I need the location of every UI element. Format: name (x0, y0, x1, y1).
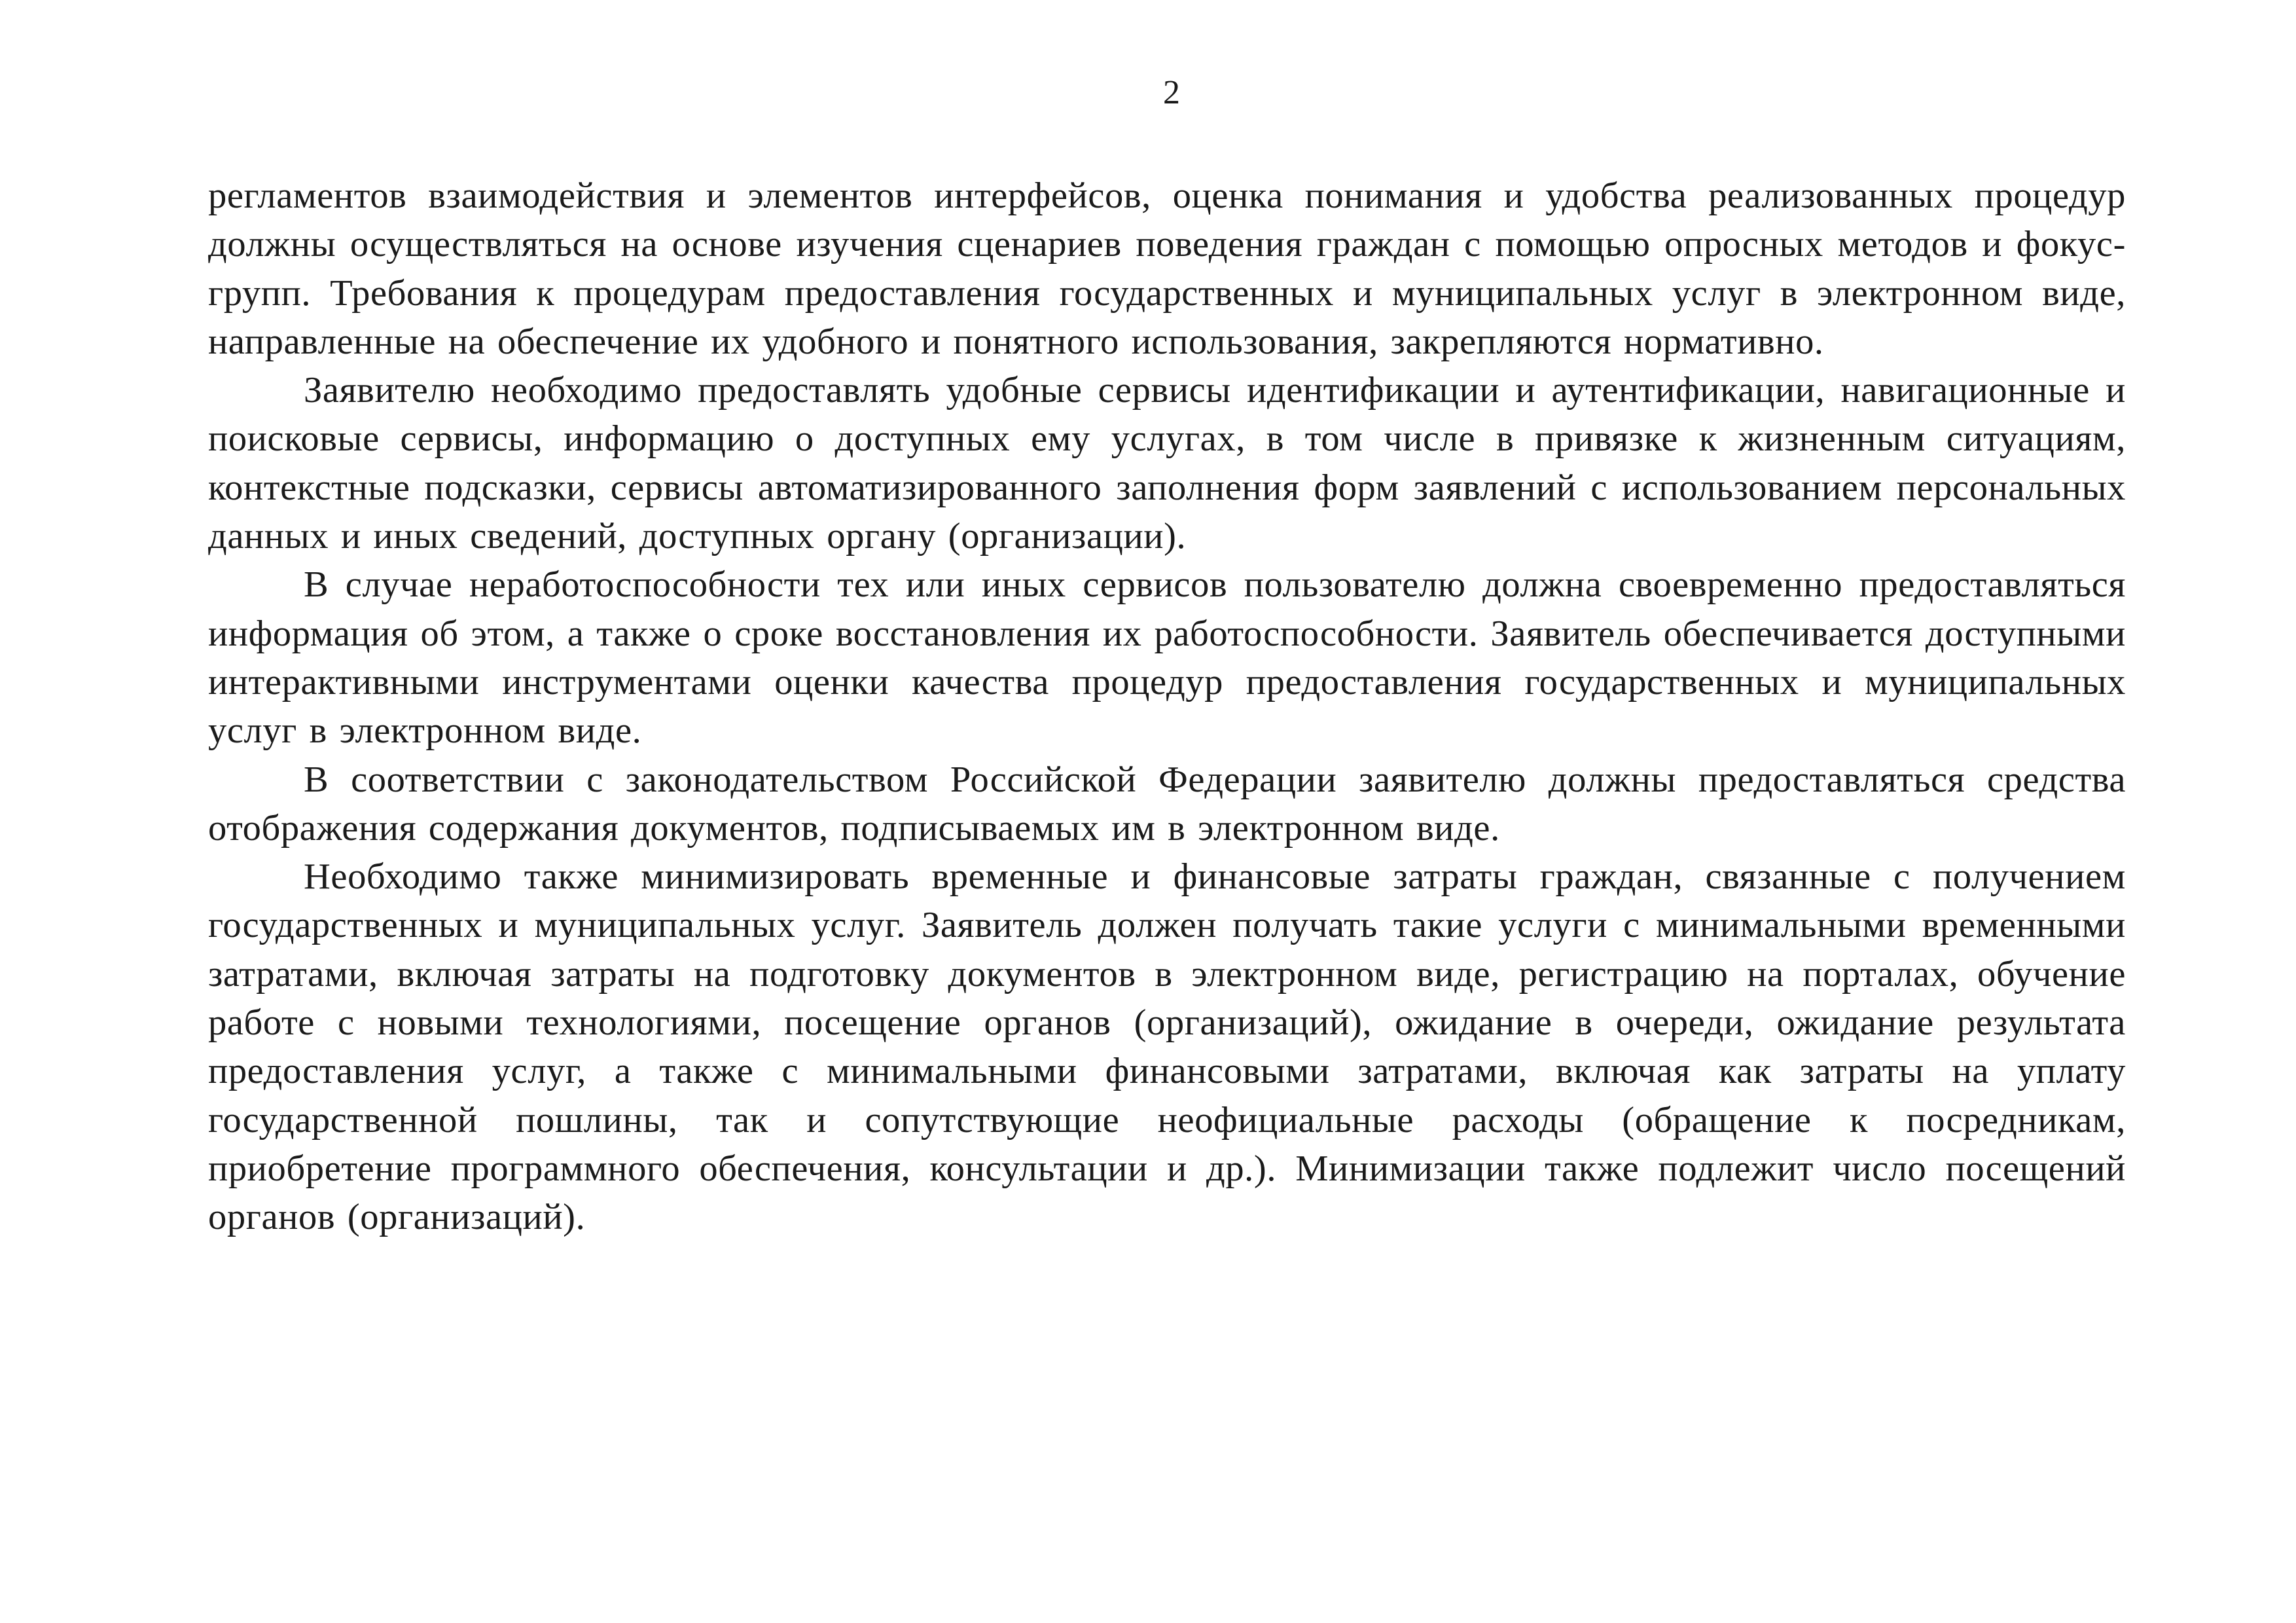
paragraph-document-display: В соответствии с законодательством Российской Федерации заявителю должны предоставляться средства отображения содержания документов, подписываемых им в электронном виде. (208, 759, 2126, 848)
page-number: 2 (1163, 74, 1180, 111)
paragraph-continuation: регламентов взаимодействия и элементов интерфейсов, оценка понимания и удобства реализованных процедур должны осуществляться на основе изучения сценариев поведения граждан с помощью опросных методов и фокус-групп. Требования к процедурам предоставления государственных и муниципальных услуг в электронном виде, направленные на обеспечение их удобного и понятного использования, закрепляются нормативно. (208, 175, 2126, 362)
document-body (208, 172, 2126, 1242)
paragraph-outage-info: В случае неработоспособности тех или иных сервисов пользователю должна своевременно предоставляться информация об этом, а также о сроке восстановления их работоспособности. Заявитель обеспечивается доступными интерактивными инструментами оценки качества процедур предоставления государственных и муниципальных услуг в электронном виде. (208, 564, 2126, 752)
paragraph-services: Заявителю необходимо предоставлять удобные сервисы идентификации и аутентификации, навигационные и поисковые сервисы, информацию о доступных ему услугах, в том числе в привязке к жизненным ситуациям, контекстные подсказки, сервисы автоматизированного заполнения форм заявлений с использованием персональных данных и иных сведений, доступных органу (организации). (208, 370, 2126, 557)
paragraph-cost-minimization: Необходимо также минимизировать временные и финансовые затраты граждан, связанные с получением государственных и муниципальных услуг. Заявитель должен получать такие услуги с минимальными временными затратами, включая затраты на подготовку документов в электронном виде, регистрацию на порталах, обучение работе с новыми технологиями, посещение органов (организаций), ожидание в очереди, ожидание результата предоставления услуг, а также с минимальными финансовыми затратами, включая как затраты на уплату государственной пошлины, так и сопутствующие неофициальные расходы (обращение к посредникам, приобретение программного обеспечения, консультации и др.). Минимизации также подлежит число посещений органов (организаций). (208, 856, 2126, 1238)
